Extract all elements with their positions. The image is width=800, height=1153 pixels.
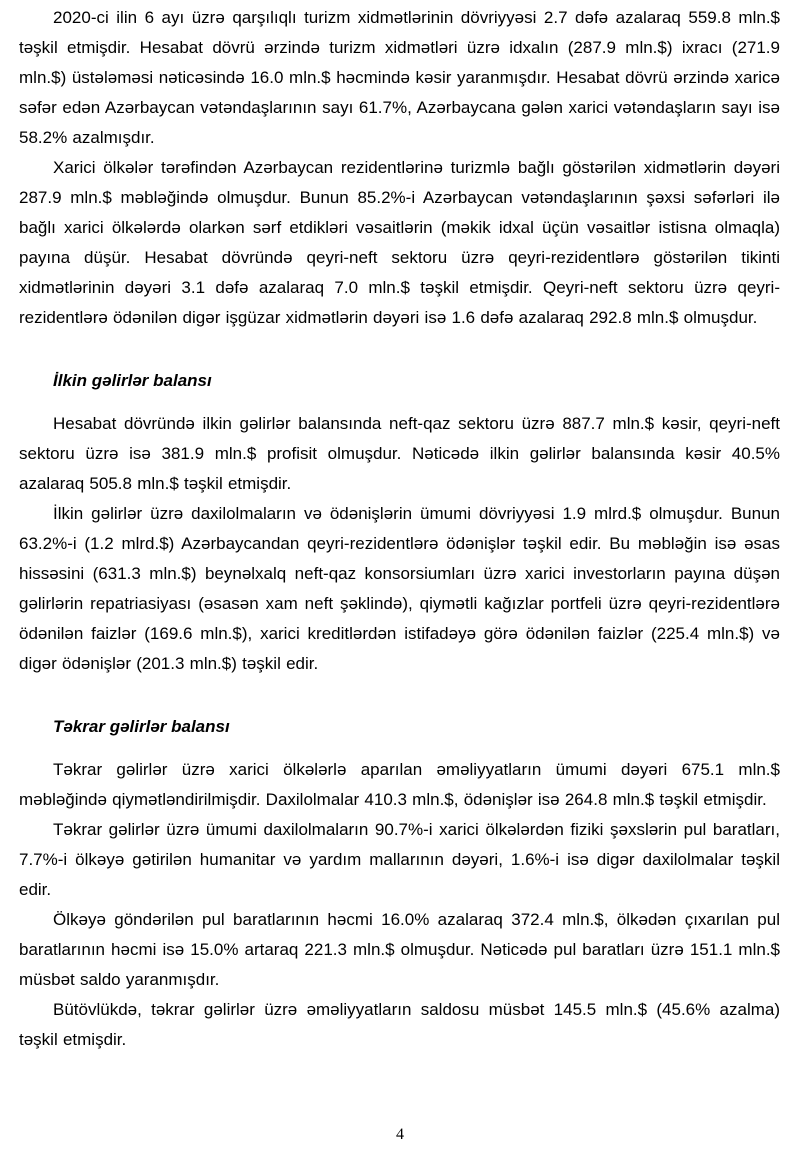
section-heading: İlkin gəlirlər balansı <box>53 371 212 390</box>
page-number: 4 <box>396 1126 404 1143</box>
paragraph: İlkin gəlirlər üzrə daxilolmaların və ödənişlərin ümumi dövriyyəsi 1.9 mlrd.$ olmuşdur. Bunun 63.2%-i (1.2 mlrd.$) Azərbaycandan qeyri-rezidentlərə ödənişlər təşkil edir. Bu məbləğin isə əsas hissəsini (631.3 mln.$) beynəlxalq neft-qaz konsorsiumları üzrə xarici investorların payına düşən gəlirlərin repatriasiyası (əsasən xam neft şəklində), qiymətli kağızlar portfeli üzrə qeyri-rezidentlərə ödənilən faizlər (169.6 mln.$), xarici kreditlərdən istifadəyə görə ödənilən faizlər (225.4 mln.$) və digər ödənişlər (201.3 mln.$) təşkil edir. <box>19 504 780 673</box>
paragraph: 2020-ci ilin 6 ayı üzrə qarşılıqlı turizm xidmətlərinin dövriyyəsi 2.7 dəfə azalaraq 559.8 mln.$ təşkil etmişdir. Hesabat dövrü ərzində turizm xidmətləri üzrə idxalın (287.9 mln.$) ixracı (271.9 mln.$) üstələməsi nəticəsində 16.0 mln.$ həcmində kəsir yaranmışdır. Hesabat dövrü ərzində xaricə səfər edən Azərbaycan vətəndaşlarının sayı 61.7%, Azərbaycana gələn xarici vətəndaşların sayı isə 58.2% azalmışdır. <box>19 8 780 147</box>
page-footer <box>0 1126 800 1144</box>
document-body <box>19 3 780 1055</box>
paragraph: Təkrar gəlirlər üzrə xarici ölkələrlə aparılan əməliyyatların ümumi dəyəri 675.1 mln.$ məbləğində qiymətləndirilmişdir. Daxilolmalar 410.3 mln.$, ödənişlər isə 264.8 mln.$ təşkil etmişdir. <box>19 760 780 809</box>
paragraph: Təkrar gəlirlər üzrə ümumi daxilolmaların 90.7%-i xarici ölkələrdən fiziki şəxslərin pul baratları, 7.7%-i ölkəyə gətirilən humanitar və yardım mallarının dəyəri, 1.6%-i isə digər daxilolmalar təşkil edir. <box>19 820 780 899</box>
paragraph: Ölkəyə göndərilən pul baratlarının həcmi 16.0% azalaraq 372.4 mln.$, ölkədən çıxarılan pul baratlarının həcmi isə 15.0% artaraq 221.3 mln.$ olmuşdur. Nəticədə pul baratları üzrə 151.1 mln.$ müsbət saldo yaranmışdır. <box>19 910 780 989</box>
paragraph: Bütövlükdə, təkrar gəlirlər üzrə əməliyyatların saldosu müsbət 145.5 mln.$ (45.6% azalma) təşkil etmişdir. <box>19 1000 780 1049</box>
section-heading: Təkrar gəlirlər balansı <box>53 717 230 736</box>
paragraph: Hesabat dövründə ilkin gəlirlər balansında neft-qaz sektoru üzrə 887.7 mln.$ kəsir, qeyri-neft sektoru üzrə isə 381.9 mln.$ profisit olmuşdur. Nəticədə ilkin gəlirlər balansında kəsir 40.5% azalaraq 505.8 mln.$ təşkil etmişdir. <box>19 414 780 493</box>
paragraph: Xarici ölkələr tərəfindən Azərbaycan rezidentlərinə turizmlə bağlı göstərilən xidmətlərin dəyəri 287.9 mln.$ məbləğində olmuşdur. Bunun 85.2%-i Azərbaycan vətəndaşlarının şəxsi səfərləri ilə bağlı xarici ölkələrdə olarkən sərf etdikləri vəsaitlərin (məkik idxal üçün vəsaitlər istisna olmaqla) payına düşür. Hesabat dövründə qeyri-neft sektoru üzrə qeyri-rezidentlərə göstərilən tikinti xidmətlərinin dəyəri 3.1 dəfə azalaraq 7.0 mln.$ təşkil etmişdir. Qeyri-neft sektoru üzrə qeyri-rezidentlərə ödənilən digər işgüzar xidmətlərin dəyəri isə 1.6 dəfə azalaraq 292.8 mln.$ olmuşdur. <box>19 158 780 327</box>
